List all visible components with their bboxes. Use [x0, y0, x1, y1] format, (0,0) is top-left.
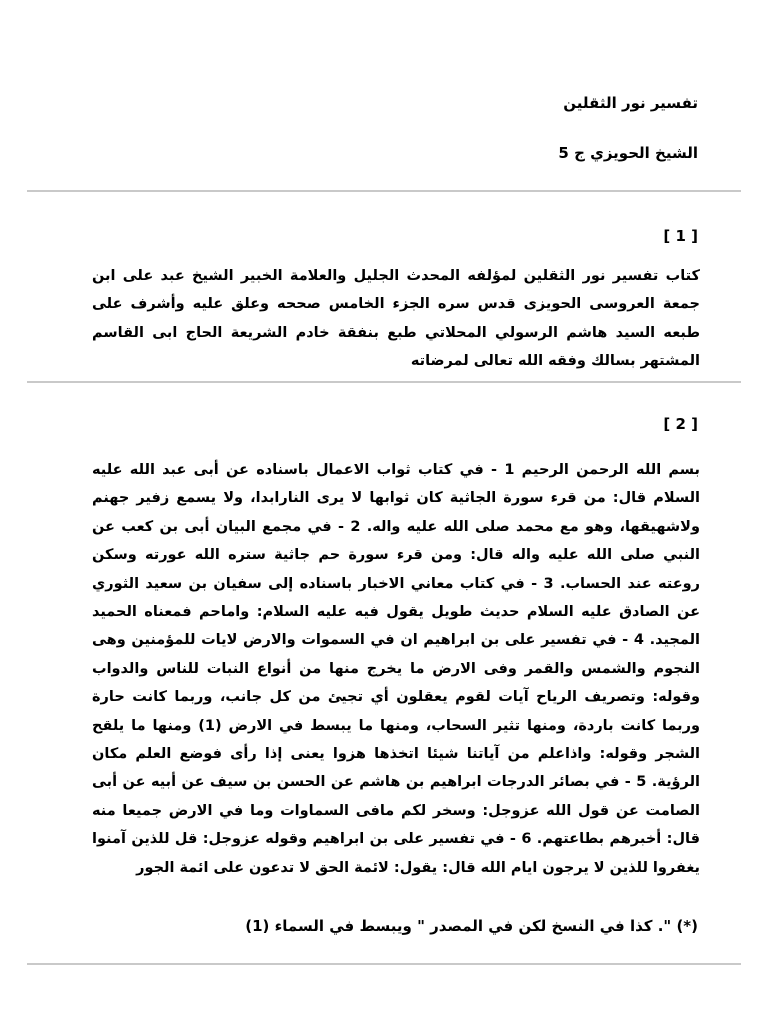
section-text: بسم الله الرحمن الرحيم 1 - في كتاب ثواب الاعمال باسناده عن أبى عبد الله عليه السلام قال: من قرء سورة الجاثية كان ثوابها لا يرى النارابدا، ولا يسمع زفير جهنم ولاشهيقها، وهو مع محمد صلى الله عليه واله. 2 - في مجمع البيان أبى بن كعب عن النبي صلى الله عليه واله قال: ومن قرء سورة حم جاثية ستره الله عورته وسكن روعته عند الحساب. 3 - في كتاب معاني الاخبار باسناده إلى سفيان بن سعيد الثوري عن الصادق عليه السلام حديث طويل يقول فيه عليه السلام: واماحم فمعناه الحميد المجيد. 4 - في تفسير على بن ابراهيم ان في السموات والارض لايات للمؤمنين وهى النجوم والشمس والقمر وفى الارض ما يخرج منها من أنواع النبات للناس والدواب وقوله: وتصريف الرياح آيات لقوم يعقلون أي تجيئ من كل جانب، وربما كانت حارة وربما كانت باردة، ومنها تثير السحاب، ومنها ما يبسط في الارض (1) ومنها ما يلقح الشجر وقوله: واذاعلم من آياتنا شيئا اتخذها هزوا يعنى إذا رأى فوضع العلم مكان الرؤية. 5 - في بصائر الدرجات ابراهيم بن هاشم عن الحسن بن سيف عن أبيه عن أبى الصامت عن قول الله عزوجل: وسخر لكم مافى السماوات وما في الارض جميعا منه قال: أخبرهم بطاعتهم. 6 - في تفسير على بن ابراهيم وقوله عزوجل: قل للذين آمنوا يغفروا للذين لا يرجون ايام الله قال: يقول: لائمة الحق لا تدعون على ائمة الجور [92, 462, 700, 876]
footnote: (*) ". كذا في النسخ لكن في المصدر " ويبسط في السماء (1) [245, 917, 698, 935]
section-text: كتاب تفسير نور الثقلين لمؤلفه المحدث الجليل والعلامة الخبير الشيخ عبد على ابن جمعة العروسى الحويزى قدس سره الجزء الخامس صححه وعلق عليه وأشرف على طبعه السيد هاشم الرسولي المحلاتي طبع بنفقة خادم الشريعة الحاج ابى القاسم المشتهر بسالك وفقه الله تعالى لمرضاته [92, 268, 700, 370]
divider [27, 190, 741, 192]
section-number: [ 1 ] [663, 227, 698, 245]
divider [27, 963, 741, 965]
book-title: تفسير نور الثقلين [563, 94, 698, 112]
divider [27, 381, 741, 383]
author-line: الشيخ الحويزي ج 5 [558, 144, 698, 162]
section-number: [ 2 ] [663, 415, 698, 433]
